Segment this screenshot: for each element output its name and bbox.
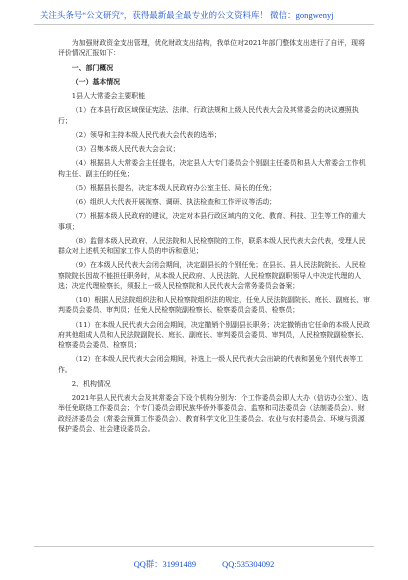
promo-banner-text: 关注头条号“公文研究”，获得最新最全最专业的公文资料库！ 微信：gongwenyj <box>40 11 334 20</box>
paragraph-function-3: （3）召集本级人民代表大会会议； <box>71 145 180 153</box>
section-heading-dept-overview: 一、部门概况 <box>71 63 114 72</box>
intro-paragraph: 为加强财政资金支出管理，优化财政支出结构，我单位对2021年部门整体支出进行了自评，现将评价情况汇报如下： <box>58 39 365 58</box>
header-divider <box>34 24 374 25</box>
paragraph-function-6: （6）组织人大代表开展视察、调研、执法检查和工作评议等活动； <box>71 198 277 206</box>
document-body <box>58 38 370 438</box>
subsection-heading-basic-info: （一）基本情况 <box>71 77 121 86</box>
paragraph-function-4: （4）根据县人大常委会主任提名，决定县人大专门委员会个别副主任委员和县人大常委会工作机构主任、副主任的任免； <box>58 159 366 178</box>
paragraph-function-9: （9）在本级人民代表大会闭会期间，决定副县长的个别任免；在县长、县人民法院院长、人民检察院院长因故不能担任职务时，从本级人民政府、人民法院、人民检察院副职领导人中决定代理的人选；决定代理检察长，须报上一级人民检察院和人民代表大会常务委员会备案； <box>58 261 366 290</box>
paragraph-function-12: （12）在本级人民代表大会闭会期间，补选上一级人民代表大会出缺的代表和罢免个别代表等工作。 <box>58 355 364 374</box>
paragraph-function-11: （11）在本级人民代表大会闭会期间，决定撤销个别副县长职务；决定撤销由它任命的本级人民政府其他组成人员和人民法院副院长、庭长、副庭长、审判委员会委员、审判员，人民检察院副检察长、检察委员会委员、检察员； <box>58 320 370 349</box>
qq-text: QQ:535304092 <box>222 560 275 569</box>
paragraph-org-heading: 2、机构情况 <box>71 379 111 388</box>
paragraph-function-7: （7）根据本级人民政府的建议，决定对本县行政区域内的文化、教育、科技、卫生等工作的重大事项； <box>58 212 366 231</box>
paragraph-function-1: （1）在本县行政区域保证宪法、法律、行政法规和上级人民代表大会及其常委会的决议遵照执行； <box>58 106 359 125</box>
page-header-banner <box>0 0 408 36</box>
footer-contact <box>0 558 408 570</box>
paragraph-function-8: （8）监督本级人民政府、人民法院和人民检察院的工作，联系本级人民代表大会代表，受理人民群众对上述机关和国家工作人员的申诉和意见； <box>58 236 366 255</box>
qq-group-text: QQ群：31991489 <box>133 560 197 569</box>
paragraph-main-functions: 1县人大常委会主要职能 <box>71 92 146 100</box>
paragraph-function-5: （5）根据县长提名，决定本级人民政府办公室主任、局长的任免； <box>71 183 277 192</box>
paragraph-org-details: 2021年县人民代表大会及其常委会下设个机构分别为：个工作委员会即人大办（信访办公室）、选举任免联络工作委员会；个专门委员会即民族华侨外事委员会、监察和司法委员会（法制委员会）、财政经济委员会（常委会预算工作委员会）、教育科学文化卫生委员会、农业与农村委员会、环境与资源保护委员会、社会建设委员会。 <box>58 394 369 433</box>
footer-divider <box>34 546 374 547</box>
paragraph-function-2: （2）领导和主持本级人民代表大会代表的选举； <box>71 130 221 139</box>
page-footer <box>0 546 408 580</box>
paragraph-function-10: （10）根据人民法院组织法和人民检察院组织法的规定，任免人民法院副院长、庭长、副庭长、审判委员会委员、审判员；任免人民检察院副检察长、检察委员会委员、检察员； <box>58 296 370 315</box>
